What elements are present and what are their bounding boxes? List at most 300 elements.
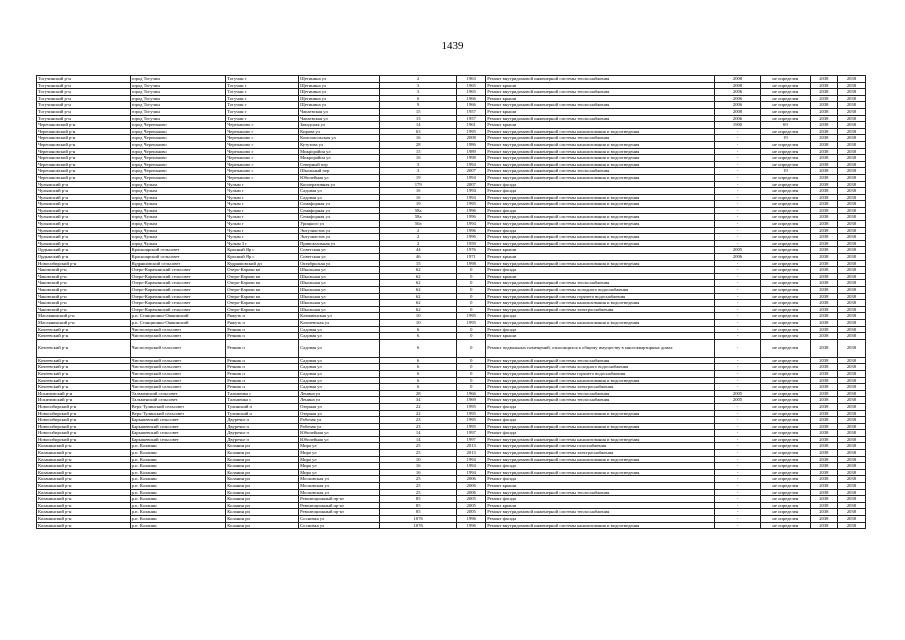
cell-locality: Озеро-Карачи кп [226,300,299,307]
cell-plan-year-end: 2038 [837,403,865,410]
cell-municipality: город Чулым [130,227,226,234]
cell-municipality: Озеро-Карачинский сельсовет [130,293,226,300]
cell-build-year: 1957 [457,115,486,122]
cell-work-type: Ремонт внутридомовой инженерной системы канализования и водоотведения [486,194,715,201]
cell-build-year: 2013 [457,443,486,450]
cell-plan-year-end: 2038 [837,476,865,483]
cell-last-repair-year: - [715,155,761,162]
cell-house-number: 2 [380,234,457,241]
cell-work-type: Ремонт фасада [486,181,715,188]
cell-municipality: город Чулым [130,181,226,188]
cell-plan-year-start: 2038 [810,181,837,188]
cell-plan-year-start: 2038 [810,240,837,247]
cell-plan-year-end: 2038 [837,430,865,437]
cell-build-year: 0 [457,339,486,357]
cell-plan-year-start: 2038 [810,306,837,313]
table-row [37,516,866,523]
cell-locality: Черепаново г [226,141,299,148]
cell-build-year: 1965 [457,82,486,89]
cell-street: Школьный пер [299,168,380,175]
cell-plan-year-end: 2038 [837,128,865,135]
cell-plan-year-start: 2038 [810,280,837,287]
cell-street: Мира ул [299,450,380,457]
cell-street: Октябрьская ул [299,260,380,267]
cell-municipality: город Чулым [130,214,226,221]
cell-district: Новосибирский р-н [37,403,131,410]
cell-district: Чановский р-н [37,287,131,294]
cell-last-repair-year: - [715,502,761,509]
cell-house-number: 23 [380,423,457,430]
cell-plan-year-start: 2038 [810,423,837,430]
cell-district: Тогучинский р-н [37,102,131,109]
table-row [37,89,866,96]
cell-plan-year-end: 2038 [837,456,865,463]
cell-wear: не определен [760,476,810,483]
cell-municipality: город Черепаново [130,148,226,155]
cell-plan-year-start: 2038 [810,364,837,371]
cell-municipality: р.п. Коланин [130,443,226,450]
cell-municipality: город Чулым [130,234,226,241]
cell-work-type: Ремонт внутридомовой инженерной системы канализования и водоотведения [486,319,715,326]
cell-build-year: 0 [457,333,486,340]
cell-municipality: Чистоозерский сельсовет [130,357,226,364]
cell-work-type: Ремонт внутридомовой инженерной системы теплоснабжения [486,357,715,364]
cell-house-number: 25 [380,489,457,496]
table-row [37,76,866,83]
cell-house-number: 62 [380,287,457,294]
table-row [37,168,866,175]
cell-work-type: Ремонт внутридомовой инженерной системы холодного водоснабжения [486,364,715,371]
cell-last-repair-year: - [715,333,761,340]
cell-street: Семафорная ул [299,201,380,208]
cell-house-number: 179 [380,181,457,188]
cell-work-type: Ремонт внутридомовой инженерной системы теплоснабжения [486,115,715,122]
cell-work-type: Ремонт внутридомовой инженерной системы горячего водоснабжения [486,293,715,300]
cell-district: Чулымский р-н [37,188,131,195]
cell-last-repair-year: - [715,377,761,384]
table-row [37,194,866,201]
cell-municipality: р.п. Станционно-Ояшинский [130,313,226,320]
cell-work-type: Ремонт внутридомовой инженерной системы электроснабжения [486,384,715,391]
cell-municipality: Чистоозерский сельсовет [130,333,226,340]
cell-house-number: 15 [380,148,457,155]
cell-wear: не определен [760,450,810,457]
cell-build-year: 1994 [457,456,486,463]
cell-plan-year-end: 2038 [837,489,865,496]
table-row [37,476,866,483]
cell-street: Советская ул [299,247,380,254]
cell-district: Кочеевский р-н [37,384,131,391]
cell-build-year: 1995 [457,319,486,326]
cell-district: Тогучинский р-н [37,82,131,89]
table-row [37,214,866,221]
cell-build-year: 1998 [457,260,486,267]
cell-house-number: 44 [380,247,457,254]
cell-street: Школьная ул [299,267,380,274]
cell-municipality: город Чулым [130,201,226,208]
cell-house-number: 34 [380,397,457,404]
cell-plan-year-start: 2038 [810,430,837,437]
cell-work-type: Ремонт внутридомовой инженерной системы теплоснабжения [486,280,715,287]
table-row [37,181,866,188]
cell-district: Новосибирский р-н [37,436,131,443]
cell-plan-year-end: 2038 [837,300,865,307]
cell-district: Коланинский р-н [37,496,131,503]
cell-municipality: Чистоозерский сельсовет [130,384,226,391]
cell-house-number: 16 [380,469,457,476]
cell-house-number: 62 [380,293,457,300]
table-row [37,483,866,490]
cell-plan-year-end: 2038 [837,247,865,254]
cell-plan-year-start: 2038 [810,489,837,496]
cell-district: Чулымский р-н [37,207,131,214]
cell-work-type: Ремонт внутридомовой инженерной системы горячего водоснабжения [486,370,715,377]
cell-locality: Тогучин г [226,102,299,109]
cell-last-repair-year: - [715,194,761,201]
cell-house-number: 14 [380,430,457,437]
table-row [37,522,866,529]
cell-last-repair-year: - [715,188,761,195]
cell-locality: Тогучин г [226,89,299,96]
cell-plan-year-start: 2038 [810,496,837,503]
cell-wear: не определен [760,76,810,83]
table-row [37,188,866,195]
cell-last-repair-year: - [715,516,761,523]
cell-street: Чапаевская ул [299,108,380,115]
cell-plan-year-end: 2038 [837,333,865,340]
cell-district: Чановский р-н [37,280,131,287]
cell-locality: Коланин рп [226,483,299,490]
cell-work-type: Ремонт внутридомовой инженерной системы теплоснабжения [486,509,715,516]
cell-street: Энтузиастов ул [299,227,380,234]
cell-district: Чановский р-н [37,293,131,300]
cell-work-type: Ремонт фасада [486,188,715,195]
cell-street: Клюквенская ул [299,313,380,320]
cell-last-repair-year: 2005 [715,247,761,254]
cell-street: Школьная ул [299,287,380,294]
cell-plan-year-end: 2038 [837,148,865,155]
cell-house-number: 14 [380,122,457,129]
cell-work-type: Ремонт внутридомовой инженерной системы канализования и водоотведения [486,377,715,384]
cell-locality: Красный Яр с [226,247,299,254]
cell-street: Ленина ул [299,397,380,404]
cell-locality: Чулым г [226,221,299,228]
cell-plan-year-end: 2038 [837,115,865,122]
cell-municipality: город Тогучин [130,82,226,89]
cell-street: Кирова ул [299,128,380,135]
cell-wear: не определен [760,280,810,287]
cell-house-number: 22 [380,410,457,417]
cell-plan-year-end: 2038 [837,234,865,241]
table-row [37,496,866,503]
cell-plan-year-end: 2038 [837,254,865,261]
cell-house-number: 58а [380,214,457,221]
cell-plan-year-end: 2038 [837,319,865,326]
cell-build-year: 0 [457,364,486,371]
cell-street: Мира ул [299,443,380,450]
cell-last-repair-year: - [715,476,761,483]
cell-municipality: город Чулым [130,188,226,195]
cell-wear: не определен [760,313,810,320]
cell-plan-year-start: 2038 [810,397,837,404]
cell-house-number: 15 [380,108,457,115]
cell-work-type: Ремонт крыши [486,108,715,115]
cell-street: Микрорайон ул [299,148,380,155]
cell-municipality: Чистоозерский сельсовет [130,364,226,371]
cell-last-repair-year: - [715,267,761,274]
cell-locality: Тальменка с [226,390,299,397]
cell-house-number: 19 [380,174,457,181]
cell-plan-year-end: 2038 [837,155,865,162]
cell-district: Чулымский р-н [37,221,131,228]
cell-locality: Коланин рп [226,463,299,470]
cell-wear: не определен [760,430,810,437]
cell-house-number: 16 [380,463,457,470]
cell-work-type: Ремонт внутридомовой инженерной системы канализования и водоотведения [486,161,715,168]
cell-district: Коланинский р-н [37,522,131,529]
cell-build-year: 1997 [457,430,486,437]
cell-build-year: 1996 [457,516,486,523]
cell-plan-year-end: 2038 [837,357,865,364]
table-row [37,502,866,509]
cell-municipality: Озеро-Карачинский сельсовет [130,306,226,313]
cell-wear: не определен [760,207,810,214]
cell-plan-year-end: 2038 [837,509,865,516]
cell-district: Черепановский р-н [37,148,131,155]
cell-wear: не определен [760,306,810,313]
table-row [37,417,866,424]
table-row [37,456,866,463]
cell-build-year: 1997 [457,436,486,443]
table-row [37,397,866,404]
cell-plan-year-start: 2038 [810,293,837,300]
cell-district: Коланинский р-н [37,456,131,463]
cell-municipality: город Тогучин [130,76,226,83]
cell-locality: Черепаново г [226,168,299,175]
cell-work-type: Ремонт крыши [486,273,715,280]
cell-house-number: 6 [380,377,457,384]
cell-build-year: 0 [457,306,486,313]
cell-street: Садовая ул [299,188,380,195]
cell-street: Садовая ул [299,357,380,364]
cell-work-type: Ремонт фасада [486,267,715,274]
table-row [37,339,866,357]
cell-last-repair-year: - [715,417,761,424]
cell-municipality: р.п. Станционно-Ояшинский [130,319,226,326]
cell-wear: не определен [760,181,810,188]
cell-locality: Чулым г [226,234,299,241]
cell-locality: Двуречье п [226,430,299,437]
cell-district: Чулымский р-н [37,214,131,221]
table-row [37,450,866,457]
cell-plan-year-end: 2038 [837,260,865,267]
cell-street: Садовая ул [299,370,380,377]
cell-municipality: Озеро-Карачинский сельсовет [130,300,226,307]
cell-district: Тогучинский р-н [37,108,131,115]
cell-street: Садовая ул [299,333,380,340]
cell-plan-year-start: 2038 [810,201,837,208]
cell-house-number: 6 [380,384,457,391]
cell-street: Щетинина ул [299,95,380,102]
cell-locality: Чулым г [226,207,299,214]
cell-build-year: 0 [457,384,486,391]
cell-build-year: 1994 [457,188,486,195]
cell-plan-year-end: 2038 [837,287,865,294]
cell-municipality: город Черепаново [130,128,226,135]
table-row [37,287,866,294]
cell-work-type: Ремонт фасада [486,496,715,503]
cell-last-repair-year: - [715,273,761,280]
cell-last-repair-year: - [715,443,761,450]
table-row [37,108,866,115]
cell-municipality: Барышевский сельсовет [130,417,226,424]
cell-house-number: 85 [380,496,457,503]
cell-plan-year-end: 2038 [837,174,865,181]
cell-last-repair-year: - [715,234,761,241]
cell-last-repair-year: - [715,214,761,221]
cell-work-type: Ремонт внутридомовой инженерной системы газоснабжения [486,443,715,450]
cell-locality: Черепаново г [226,155,299,162]
cell-district: Чулымский р-н [37,181,131,188]
cell-locality: Речник п [226,377,299,384]
cell-street: Привокзальная ул [299,240,380,247]
cell-municipality: город Чулым [130,221,226,228]
cell-wear: не определен [760,516,810,523]
cell-district: Черепановский р-н [37,168,131,175]
cell-district: Ордынский р-н [37,254,131,261]
cell-house-number: 19 [380,201,457,208]
cell-house-number: 6 [380,95,457,102]
cell-district: Кочеевский р-н [37,357,131,364]
cell-locality: Озеро-Карачи кп [226,287,299,294]
cell-last-repair-year: - [715,410,761,417]
cell-wear: не определен [760,357,810,364]
cell-wear: не определен [760,273,810,280]
table-row [37,141,866,148]
cell-district: Коланинский р-н [37,469,131,476]
cell-last-repair-year: - [715,148,761,155]
cell-plan-year-end: 2038 [837,273,865,280]
cell-district: Чановский р-н [37,267,131,274]
cell-locality: Чулым г [226,188,299,195]
cell-wear: не определен [760,489,810,496]
cell-build-year: 1994 [457,469,486,476]
cell-last-repair-year: 2008 [715,108,761,115]
cell-wear: не определен [760,333,810,340]
cell-plan-year-start: 2038 [810,141,837,148]
cell-last-repair-year: - [715,483,761,490]
table-row [37,273,866,280]
table-row [37,207,866,214]
cell-plan-year-start: 2038 [810,95,837,102]
table-row [37,370,866,377]
cell-street: Советская ул [299,254,380,261]
cell-locality: Озеро-Карачи кп [226,273,299,280]
cell-district: Искитимский р-н [37,390,131,397]
cell-plan-year-start: 2038 [810,319,837,326]
cell-locality: Черепаново г [226,148,299,155]
cell-plan-year-start: 2038 [810,174,837,181]
cell-last-repair-year: - [715,221,761,228]
cell-wear: не определен [760,496,810,503]
cell-district: Чановский р-н [37,306,131,313]
cell-district: Черепановский р-н [37,128,131,135]
cell-municipality: Чистоозерский сельсовет [130,377,226,384]
table-row [37,102,866,109]
cell-work-type: Ремонт фасада [486,516,715,523]
cell-district: Кочеевский р-н [37,339,131,357]
cell-house-number: 28 [380,390,457,397]
cell-plan-year-end: 2038 [837,201,865,208]
cell-wear: не определен [760,509,810,516]
cell-wear: не определен [760,254,810,261]
cell-municipality: Тальменский сельсовет [130,390,226,397]
cell-wear: не определен [760,397,810,404]
cell-locality: Черепаново г [226,122,299,129]
cell-locality: Озеро-Карачи кп [226,267,299,274]
cell-street: Садовая ул [299,377,380,384]
cell-district: Коланинский р-н [37,509,131,516]
cell-municipality: город Чулым [130,207,226,214]
cell-locality: Коланин рп [226,450,299,457]
cell-plan-year-start: 2038 [810,287,837,294]
cell-street: Садовая ул [299,364,380,371]
cell-plan-year-end: 2038 [837,293,865,300]
cell-plan-year-start: 2038 [810,76,837,83]
cell-district: Черепановский р-н [37,161,131,168]
cell-plan-year-end: 2038 [837,463,865,470]
table-row [37,247,866,254]
cell-wear: не определен [760,443,810,450]
cell-house-number: 2 [380,240,457,247]
cell-street: Садовая ул [299,326,380,333]
cell-last-repair-year: 2008 [715,82,761,89]
cell-district: Черепановский р-н [37,174,131,181]
cell-district: Кочеевский р-н [37,333,131,340]
cell-build-year: 1994 [457,463,486,470]
cell-wear: не определен [760,128,810,135]
cell-municipality: Барышевский сельсовет [130,436,226,443]
cell-district: Чулымский р-н [37,234,131,241]
cell-plan-year-end: 2038 [837,168,865,175]
cell-plan-year-end: 2038 [837,181,865,188]
cell-plan-year-start: 2038 [810,135,837,142]
cell-build-year: 2005 [457,496,486,503]
cell-municipality: город Черепаново [130,155,226,162]
cell-locality: Коланин рп [226,509,299,516]
table-row [37,234,866,241]
cell-house-number: 25 [380,443,457,450]
cell-district: Черепановский р-н [37,141,131,148]
cell-locality: Речник п [226,326,299,333]
cell-work-type: Ремонт внутридомовой инженерной системы канализования и водоотведения [486,201,715,208]
cell-locality: Озеро-Карачи кп [226,306,299,313]
cell-street: Школьная ул [299,300,380,307]
cell-last-repair-year: - [715,522,761,529]
cell-locality: Озеро-Карачи кп [226,293,299,300]
cell-build-year: 0 [457,377,486,384]
table-row [37,161,866,168]
cell-plan-year-end: 2038 [837,410,865,417]
cell-last-repair-year: - [715,403,761,410]
cell-work-type: Ремонт фасада [486,326,715,333]
cell-wear: не определен [760,194,810,201]
cell-house-number: 25 [380,450,457,457]
cell-house-number: 6 [380,364,457,371]
cell-street: Урицкого ул [299,221,380,228]
cell-street: Северный пер [299,161,380,168]
cell-work-type: Ремонт крыши [486,502,715,509]
